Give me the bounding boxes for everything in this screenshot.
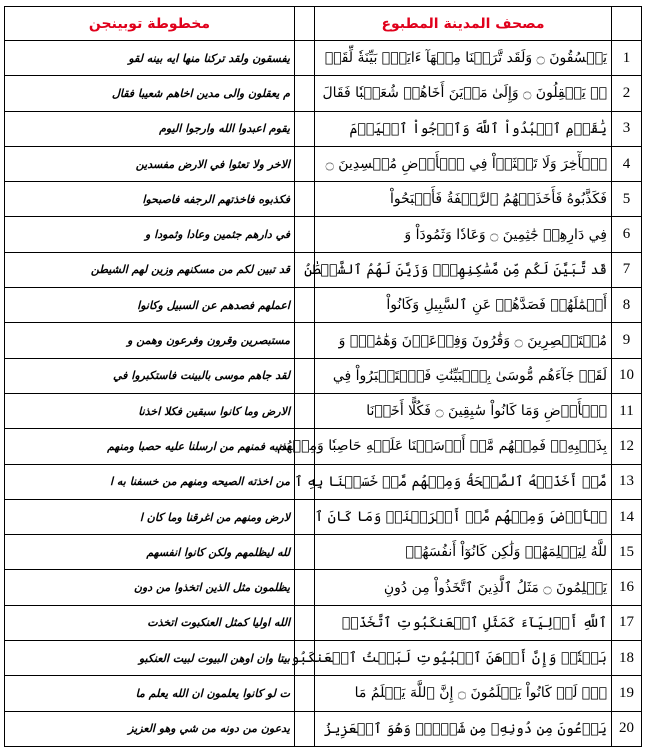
table-row — [5, 711, 642, 746]
printed-quran-cell: تِۚ لَوۡ كَانُواْ يَعۡلَمُونَ ۝ إِنَّ ٱللَّهَ يَعۡلَمُ مَا — [315, 676, 612, 711]
row-number: 6 — [612, 217, 642, 252]
manuscript-cell: فكذبوه فاخذتهم الرجفه فاصبحوا — [5, 182, 295, 217]
row-number: 8 — [612, 288, 642, 323]
printed-quran-cell: أَعۡمَٰلَهُمۡ فَصَدَّهُمۡ عَنِ ٱلسَّبِيلِ وَكَانُواْ — [315, 288, 612, 323]
printed-quran-cell: فِي دَارِهِمۡ جَٰثِمِينَ ۝ وَعَادٗا وَثَمُودَاْ وَ — [315, 217, 612, 252]
table-row — [5, 641, 642, 676]
row-number: 20 — [612, 711, 642, 746]
row-number: 5 — [612, 182, 642, 217]
table-row — [5, 146, 642, 181]
printed-quran-cell: للَّهُ لِيَظۡلِمَهُمۡ وَلَٰكِن كَانُوٓاْ أَنفُسَهُمۡ — [315, 535, 612, 570]
printed-quran-cell: ٱلۡأَرۡضِ وَمَا كَانُواْ سَٰبِقِينَ ۝ فَكُلًّا أَخَذۡنَا — [315, 393, 612, 428]
header-printed: مصحف المدينة المطبوع — [315, 7, 612, 41]
table-row — [5, 41, 642, 76]
manuscript-cell: لقد جاهم موسى بالبينت فاستكبروا في — [5, 358, 295, 393]
printed-quran-cell: بِذَنۢبِهِۦۖ فَمِنۡهُم مَّنۡ أَرۡسَلۡنَا عَلَيۡهِ حَاصِبٗا وَمِنۡهُم — [315, 429, 612, 464]
table-row — [5, 499, 642, 534]
table-row — [5, 252, 642, 287]
manuscript-cell: قد تبين لكم من مسكنهم وزين لهم الشيطن — [5, 252, 295, 287]
row-number: 18 — [612, 641, 642, 676]
gap-cell — [295, 358, 315, 393]
printed-quran-cell: مٖ يَعۡقِلُونَ ۝ وَإِلَىٰ مَدۡيَنَ أَخَاهُمۡ شُعَيۡبٗا فَقَالَ — [315, 76, 612, 111]
manuscript-cell: في دارهم جثمين وعادا وثمودا و — [5, 217, 295, 252]
row-number: 4 — [612, 146, 642, 181]
header-number — [612, 7, 642, 41]
table-row — [5, 535, 642, 570]
printed-quran-cell: يَفۡسُقُونَ ۝ وَلَقَد تَّرَكۡنَا مِنۡهَآ ءَايَةَۢ بَيِّنَةٗ لِّقَوۡ — [315, 41, 612, 76]
manuscript-cell: لارض ومنهم من اغرقنا وما كان ا — [5, 499, 295, 534]
row-number: 15 — [612, 535, 642, 570]
row-number: 3 — [612, 111, 642, 146]
gap-cell — [295, 393, 315, 428]
row-number: 7 — [612, 252, 642, 287]
manuscript-cell: من اخذته الصيحه ومنهم من خسفنا به ا — [5, 464, 295, 499]
comparison-table — [4, 6, 642, 747]
row-number: 10 — [612, 358, 642, 393]
manuscript-cell: اعملهم فصدهم عن السبيل وكانوا — [5, 288, 295, 323]
table-row — [5, 288, 642, 323]
manuscript-cell: الاخر ولا تعثوا في الارض مفسدين — [5, 146, 295, 181]
printed-quran-cell: لَقَدۡ جَآءَهُم مُّوسَىٰ بِٱلۡبَيِّنَٰتِ فَٱسۡتَكۡبَرُواْ فِي — [315, 358, 612, 393]
table-row — [5, 76, 642, 111]
row-number: 17 — [612, 605, 642, 640]
table-row — [5, 358, 642, 393]
printed-quran-cell: يَٰقَوۡمِ ٱعۡبُدُواْ ٱللَّهَ وَٱرۡجُواْ ٱلۡيَوۡمَ — [315, 111, 612, 146]
manuscript-cell: الارض وما كانوا سبقين فكلا اخذنا — [5, 393, 295, 428]
row-number: 11 — [612, 393, 642, 428]
row-number: 13 — [612, 464, 642, 499]
header-manuscript: مخطوطة توبينجن — [5, 7, 295, 41]
gap-cell — [295, 711, 315, 746]
printed-quran-cell: قَد تَّبَيَّنَ لَكُم مِّن مَّسَٰكِنِهِمۡۖ وَزَيَّنَ لَهُمُ ٱلشَّيۡطَٰنُ — [315, 252, 612, 287]
row-number: 14 — [612, 499, 642, 534]
gap-cell — [295, 146, 315, 181]
row-number: 1 — [612, 41, 642, 76]
printed-quran-cell: فَكَذَّبُوهُ فَأَخَذَتۡهُمُ ٱلرَّجۡفَةُ فَأَصۡبَحُواْ — [315, 182, 612, 217]
row-number: 12 — [612, 429, 642, 464]
header-gap — [295, 7, 315, 41]
printed-quran-cell: مُسۡتَبۡصِرِينَ ۝ وَقَٰرُونَ وَفِرۡعَوۡنَ وَهَٰمَٰنَۖ وَ — [315, 323, 612, 358]
manuscript-cell: بيتا وان اوهن البيوت لبيت العنكبو — [5, 641, 295, 676]
manuscript-cell: يظلمون مثل الذين اتخذوا من دون — [5, 570, 295, 605]
row-number: 9 — [612, 323, 642, 358]
printed-quran-cell: ٱلۡأٓخِرَ وَلَا تَعۡثَوۡاْ فِي ٱلۡأَرۡضِ مُفۡسِدِينَ ۝ — [315, 146, 612, 181]
gap-cell — [295, 535, 315, 570]
manuscript-cell: مستبصرين وقرون وفرعون وهمن و — [5, 323, 295, 358]
manuscript-cell: م يعقلون والى مدين اخاهم شعيبا فقال — [5, 76, 295, 111]
table-row — [5, 464, 642, 499]
manuscript-cell: ت لو كانوا يعلمون ان الله يعلم ما — [5, 676, 295, 711]
printed-quran-cell: بَيۡتٗاۖ وَإِنَّ أَوۡهَنَ ٱلۡبُيُوتِ لَبَيۡتُ ٱلۡعَنكَبُو — [315, 641, 612, 676]
row-number: 19 — [612, 676, 642, 711]
printed-quran-cell: ٱللَّهِ أَوۡلِيَآءَ كَمَثَلِ ٱلۡعَنكَبُوتِ ٱتَّخَذَتۡ — [315, 605, 612, 640]
table-row — [5, 217, 642, 252]
gap-cell — [295, 41, 315, 76]
gap-cell — [295, 323, 315, 358]
table-row — [5, 182, 642, 217]
row-number: 2 — [612, 76, 642, 111]
gap-cell — [295, 288, 315, 323]
printed-quran-cell: يَظۡلِمُونَ ۝ مَثَلُ ٱلَّذِينَ ٱتَّخَذُواْ مِن دُونِ — [315, 570, 612, 605]
manuscript-cell: الله اوليا كمثل العنكبوت اتخذت — [5, 605, 295, 640]
table-row — [5, 605, 642, 640]
table-row — [5, 323, 642, 358]
manuscript-cell: يقوم اعبدوا الله وارجوا اليوم — [5, 111, 295, 146]
manuscript-cell: لله ليظلمهم ولكن كانوا انفسهم — [5, 535, 295, 570]
table-row — [5, 570, 642, 605]
manuscript-cell: يفسقون ولقد تركنا منها ايه بينه لقو — [5, 41, 295, 76]
gap-cell — [295, 182, 315, 217]
table-row — [5, 393, 642, 428]
gap-cell — [295, 499, 315, 534]
table-row — [5, 429, 642, 464]
manuscript-cell: يدعون من دونه من شي وهو العزيز — [5, 711, 295, 746]
gap-cell — [295, 605, 315, 640]
gap-cell — [295, 676, 315, 711]
table-row — [5, 111, 642, 146]
printed-quran-cell: مَّنۡ أَخَذَتۡهُ ٱلصَّيۡحَةُ وَمِنۡهُم مَّنۡ خَسَفۡنَا بِهِ ٱ — [315, 464, 612, 499]
table-row — [5, 676, 642, 711]
gap-cell — [295, 217, 315, 252]
gap-cell — [295, 111, 315, 146]
printed-quran-cell: يَدۡعُونَ مِن دُونِهِۦ مِن شَيۡءٖۚ وَهُوَ ٱلۡعَزِيزُ — [315, 711, 612, 746]
manuscript-cell: بذنبه فمنهم من ارسلنا عليه حصبا ومنهم — [5, 429, 295, 464]
printed-quran-cell: لۡأَرۡضَ وَمِنۡهُم مَّنۡ أَغۡرَقۡنَاۚ وَمَا كَانَ ٱ — [315, 499, 612, 534]
row-number: 16 — [612, 570, 642, 605]
header-row — [5, 7, 642, 41]
gap-cell — [295, 76, 315, 111]
gap-cell — [295, 570, 315, 605]
